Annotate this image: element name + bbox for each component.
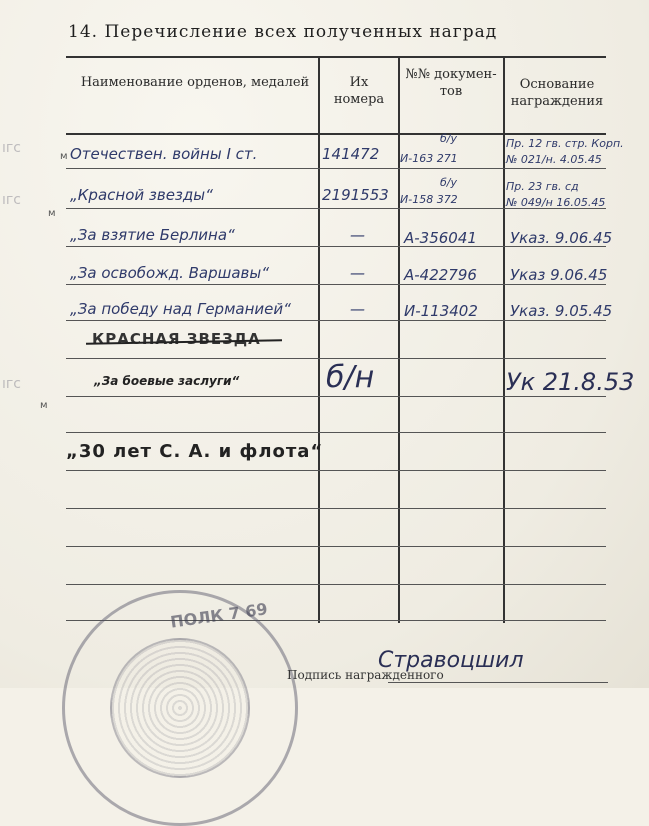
- table-header-bottom-border: [66, 133, 606, 135]
- award-name: „За взятие Берлина“: [70, 226, 235, 244]
- award-number: —: [350, 264, 365, 282]
- header-number: Их номера: [333, 75, 385, 107]
- table-top-border: [66, 56, 606, 58]
- row-line: [66, 470, 606, 471]
- signature-line: [388, 682, 608, 683]
- award-number: —: [350, 226, 365, 244]
- award-basis-1: Указ. 9.05.45: [510, 302, 613, 320]
- award-basis-2: № 021/н. 4.05.45: [506, 153, 602, 166]
- award-number: —: [350, 300, 365, 318]
- column-divider-2: [398, 58, 400, 623]
- struck-award: КРАСНАЯ ЗВЕЗДА: [92, 330, 261, 348]
- printed-award: „За боевые заслуги“: [94, 374, 240, 388]
- award-name: „За победу над Германией“: [70, 300, 291, 318]
- award-doc: А-356041: [404, 229, 477, 247]
- signature-label: Подпись награжденного: [287, 668, 444, 682]
- section-title: 14. Перечисление всех полученных наград: [68, 22, 498, 42]
- printed-award-30-years: „30 лет С. А. и флота“: [66, 441, 324, 462]
- award-name: „Красной звезды“: [70, 186, 213, 204]
- award-basis-1: Указ. 9.06.45: [510, 229, 613, 247]
- column-divider-1: [318, 58, 320, 623]
- award-number: 141472: [322, 145, 380, 163]
- bleed-through-mark: ıгс: [2, 192, 21, 208]
- row-line: [66, 508, 606, 509]
- margin-mark: м: [48, 208, 56, 219]
- row-line: [66, 284, 606, 285]
- margin-mark: м: [40, 400, 48, 411]
- award-number-bn: б/н: [326, 360, 375, 395]
- award-doc: И-158 372: [400, 193, 458, 206]
- column-divider-3: [503, 58, 505, 623]
- award-number: 2191553: [322, 186, 389, 204]
- bleed-through-mark: ıгс: [2, 376, 21, 392]
- row-line: [66, 168, 606, 169]
- seal-emblem: [110, 638, 250, 778]
- signature: Стравоцшил: [378, 648, 524, 673]
- row-line: [66, 432, 606, 433]
- header-name: Наименование орденов, медалей: [80, 75, 310, 90]
- award-basis-1: Пр. 12 гв. стр. Корп.: [506, 137, 624, 150]
- row-line: [66, 396, 606, 397]
- bleed-through-mark: ıгс: [2, 140, 21, 156]
- award-basis-1: Пр. 23 гв. сд: [506, 180, 579, 193]
- row-line: [66, 584, 606, 585]
- award-basis-1: Указ 9.06.45: [510, 266, 608, 284]
- award-doc: И-163 271: [400, 152, 458, 165]
- seal-text: ПОЛК 7 69: [169, 599, 269, 632]
- award-doc-prefix: б/у: [440, 132, 457, 145]
- award-doc: И-113402: [404, 302, 478, 320]
- header-documents: №№ докумен-тов: [405, 67, 497, 99]
- row-line: [66, 320, 606, 321]
- row-line: [66, 358, 606, 359]
- award-basis-ukaz: Ук 21.8.53: [506, 368, 635, 396]
- award-basis-2: № 049/н 16.05.45: [506, 196, 606, 209]
- award-name: Отечествен. войны I ст.: [70, 145, 258, 163]
- award-name: „За освобожд. Варшавы“: [70, 264, 270, 282]
- row-line: [66, 546, 606, 547]
- margin-mark: м: [60, 151, 68, 162]
- award-doc: А-422796: [404, 266, 477, 284]
- award-doc-prefix: б/у: [440, 176, 457, 189]
- header-basis: Основание награждения: [510, 77, 604, 109]
